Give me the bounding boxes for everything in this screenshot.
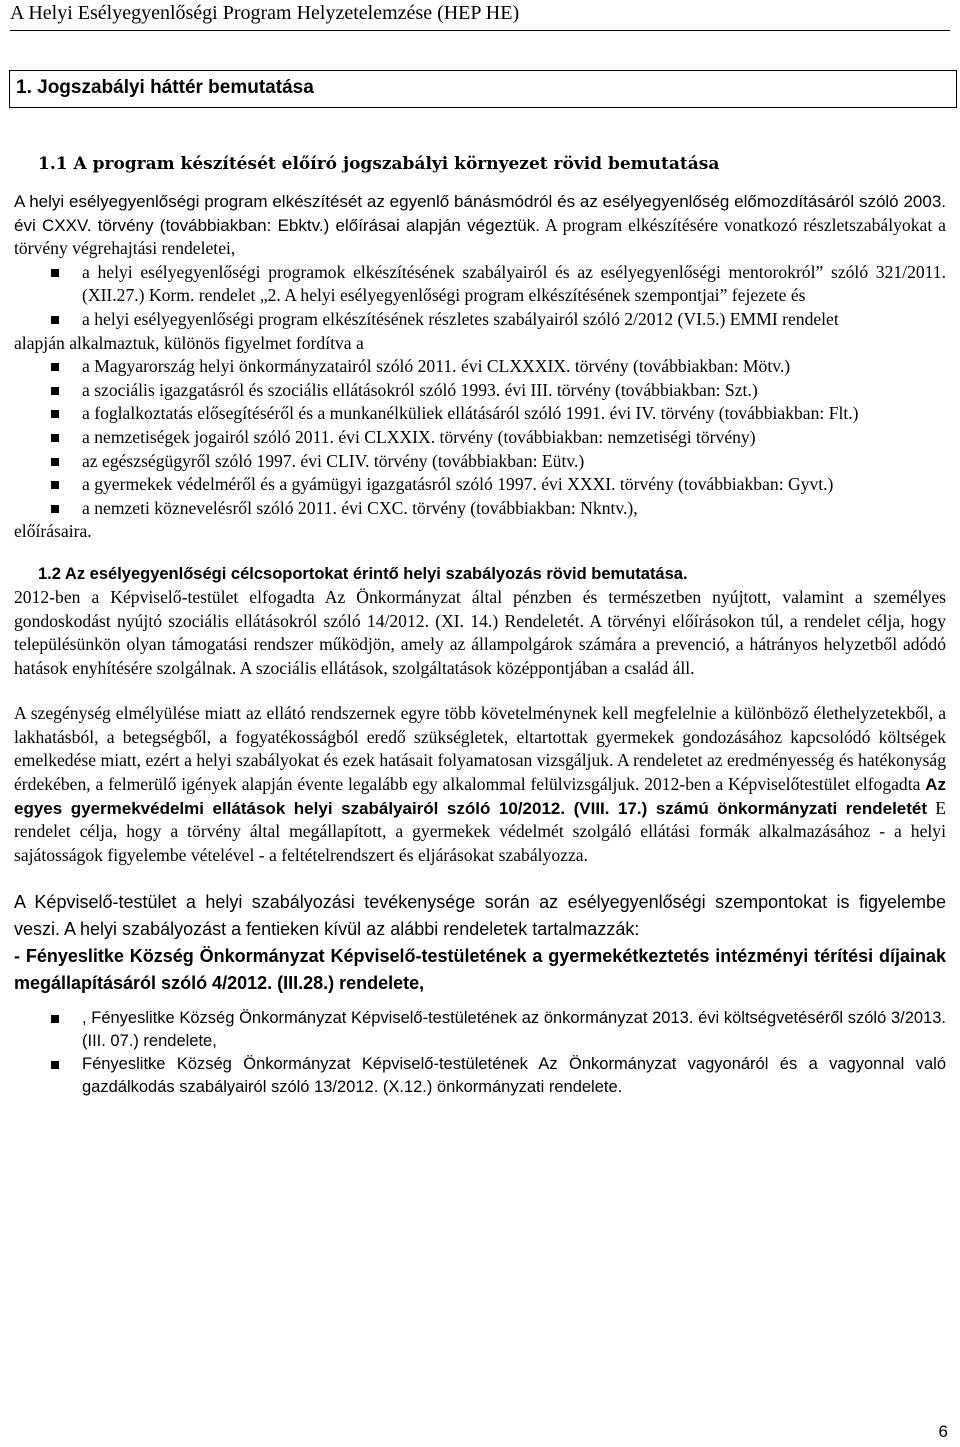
document-body [14, 152, 946, 1099]
list-item: az egészségügyről szóló 1997. évi CLIV. törvény (továbbiakban: Eütv.) [14, 450, 946, 474]
document-title: A Helyi Esélyegyenlőségi Program Helyzetelemzése (HEP HE) [10, 2, 520, 24]
list-item: , Fényeslitke Község Önkormányzat Képviselő-testületének az önkormányzat 2013. évi költségvetéséről szóló 3/2013. (III. 07.) rendelete, [14, 1007, 946, 1053]
list-item: a helyi esélyegyenlőségi program elkészítésének részletes szabályairól szóló 2/2012 (VI.5.) EMMI rendelet [14, 308, 946, 332]
paragraph-3: A Képviselő-testület a helyi szabályozási tevékenysége során az esélyegyenlőségi szempontokat is figyelembe veszi. A helyi szabályozást a fentieken kívül az alábbi rendeletek tartalmazzák: [14, 892, 946, 940]
section-title: 1. Jogszabályi háttér bemutatása [16, 77, 314, 98]
paragraph-1: 2012-ben a Képviselő-testület elfogadta Az Önkormányzat által pénzben és természetben nyújtott, valamint a személyes gondoskodást nyújtó szociális ellátásokról szóló 14/2012. (XI. 14.) Rendeletét. A törvényi előírásokon túl, a rendelet célja, hogy településünkön olyan támogatási rendszer működjön, amely az állampolgárok számára a prevenció, a hátrányos helyzetből adódó hatások enyhítésére szolgálnak. A szociális ellátások, szolgáltatások középpontjában a család áll. [14, 586, 946, 678]
list-item: a helyi esélyegyenlőségi programok elkészítésének szabályairól és az esélyegyenlőségi mentorokról” szóló 321/2011. (XII.27.) Korm. rendelet „2. A helyi esélyegyenlőségi program elkészítésének szempontjai” fejezete és [14, 261, 946, 308]
spacer [14, 867, 946, 889]
decree-list [14, 261, 946, 332]
list-item: a nemzetiségek jogairól szóló 2011. évi CLXXIX. törvény (továbbiakban: nemzetiségi törvény) [14, 426, 946, 450]
regulation-list [14, 1007, 946, 1099]
intro-paragraph [14, 190, 946, 261]
paragraph-2-bold: Az egyes gyermekvédelmi ellátások helyi szabályairól szóló 10/2012. (VIII. 17.) számú önkormányzati rendeletét [14, 775, 946, 818]
list-item: a nemzeti köznevelésről szóló 2011. évi CXC. törvény (továbbiakban: Nkntv.), [14, 497, 946, 521]
list-item: a szociális igazgatásról és szociális ellátásokról szóló 1993. évi III. törvény (továbbiakban: Szt.) [14, 379, 946, 403]
paragraph-4 [14, 943, 946, 997]
section-title-box [9, 70, 957, 108]
page-number: 6 [938, 1422, 948, 1441]
local-regulations [14, 889, 946, 1099]
middle-paragraph: alapján alkalmaztuk, különös figyelmet fordítva a [14, 332, 364, 353]
intro-text-a: A helyi esélyegyenlőségi program elkészítését az egyenlő bánásmódról és az esélyegyenlőség előmozdításáról szóló 2003. évi CXXV. törvény (továbbiakban: Ebktv.) előírásai alapján végeztük. [14, 192, 946, 235]
heading-1-2: 1.2 Az esélyegyenlőségi célcsoportokat érintő helyi szabályozás rövid bemutatása. [38, 564, 688, 583]
page-header [10, 0, 950, 30]
paragraph-4-dash: - Fényeslitke Község Önkormányzat Képviselő-testületének [14, 946, 533, 967]
law-list [14, 355, 946, 520]
closing-paragraph: előírásaira. [14, 521, 92, 542]
heading-1-1: 1.1 A program készítését előíró jogszabályi környezet rövid bemutatása [38, 154, 720, 174]
paragraph-4-bold: a gyermekétkeztetés intézményi térítési díjainak megállapításáról szóló 4/2012. (III.28.) rendelete, [14, 946, 946, 994]
paragraph-2-text-c: E rendelet célja, hogy a törvény által megállapított, a gyermekek védelmét szolgáló ellátási formák alkalmazásához - a helyi sajátosságok figyelembe vételével - a feltételrendszert és eljárásokat szabályozza. [14, 797, 946, 865]
header-divider [10, 0, 950, 31]
list-item: a gyermekek védelméről és a gyámügyi igazgatásról szóló 1997. évi XXXI. törvény (továbbiakban: Gyvt.) [14, 473, 946, 497]
list-item: a Magyarország helyi önkormányzatairól szóló 2011. évi CLXXXIX. törvény (továbbiakban: Mötv.) [14, 355, 946, 379]
paragraph-2-text-a: A szegénység elmélyülése miatt az ellátó rendszernek egyre több követelménynek kell megfelelnie a különböző élethelyzetekből, a lakhatásból, a betegségből, a fogyatékosságból eredő szükségletek, eltartottak gyermekek gondozásához kapcsolódó költségek emelkedése miatt, ezért a helyi szabályokat és ezek hatásait folyamatosan vizsgáljuk. A rendeletet az eredményesség és hatékonyság érdekében, a felmerülő igények alapján évente legalább egy alkalommal felülvizsgáljuk. 2012-ben a Képviselőtestület elfogadta [14, 703, 946, 795]
spacer [14, 997, 946, 1007]
intro-text-b: A program elkészítésére vonatkozó részletszabályokat a törvény végrehajtási rendeletei, [14, 214, 946, 259]
list-item: a foglalkoztatás elősegítéséről és a munkanélküliek ellátásáról szóló 1991. évi IV. törvény (továbbiakban: Flt.) [14, 402, 946, 426]
spacer [14, 680, 946, 702]
list-item: Fényeslitke Község Önkormányzat Képviselő-testületének Az Önkormányzat vagyonáról és a vagyonnal való gazdálkodás szabályairól szóló 13/2012. (X.12.) önkormányzati rendelete. [14, 1053, 946, 1099]
paragraph-2 [14, 702, 946, 867]
